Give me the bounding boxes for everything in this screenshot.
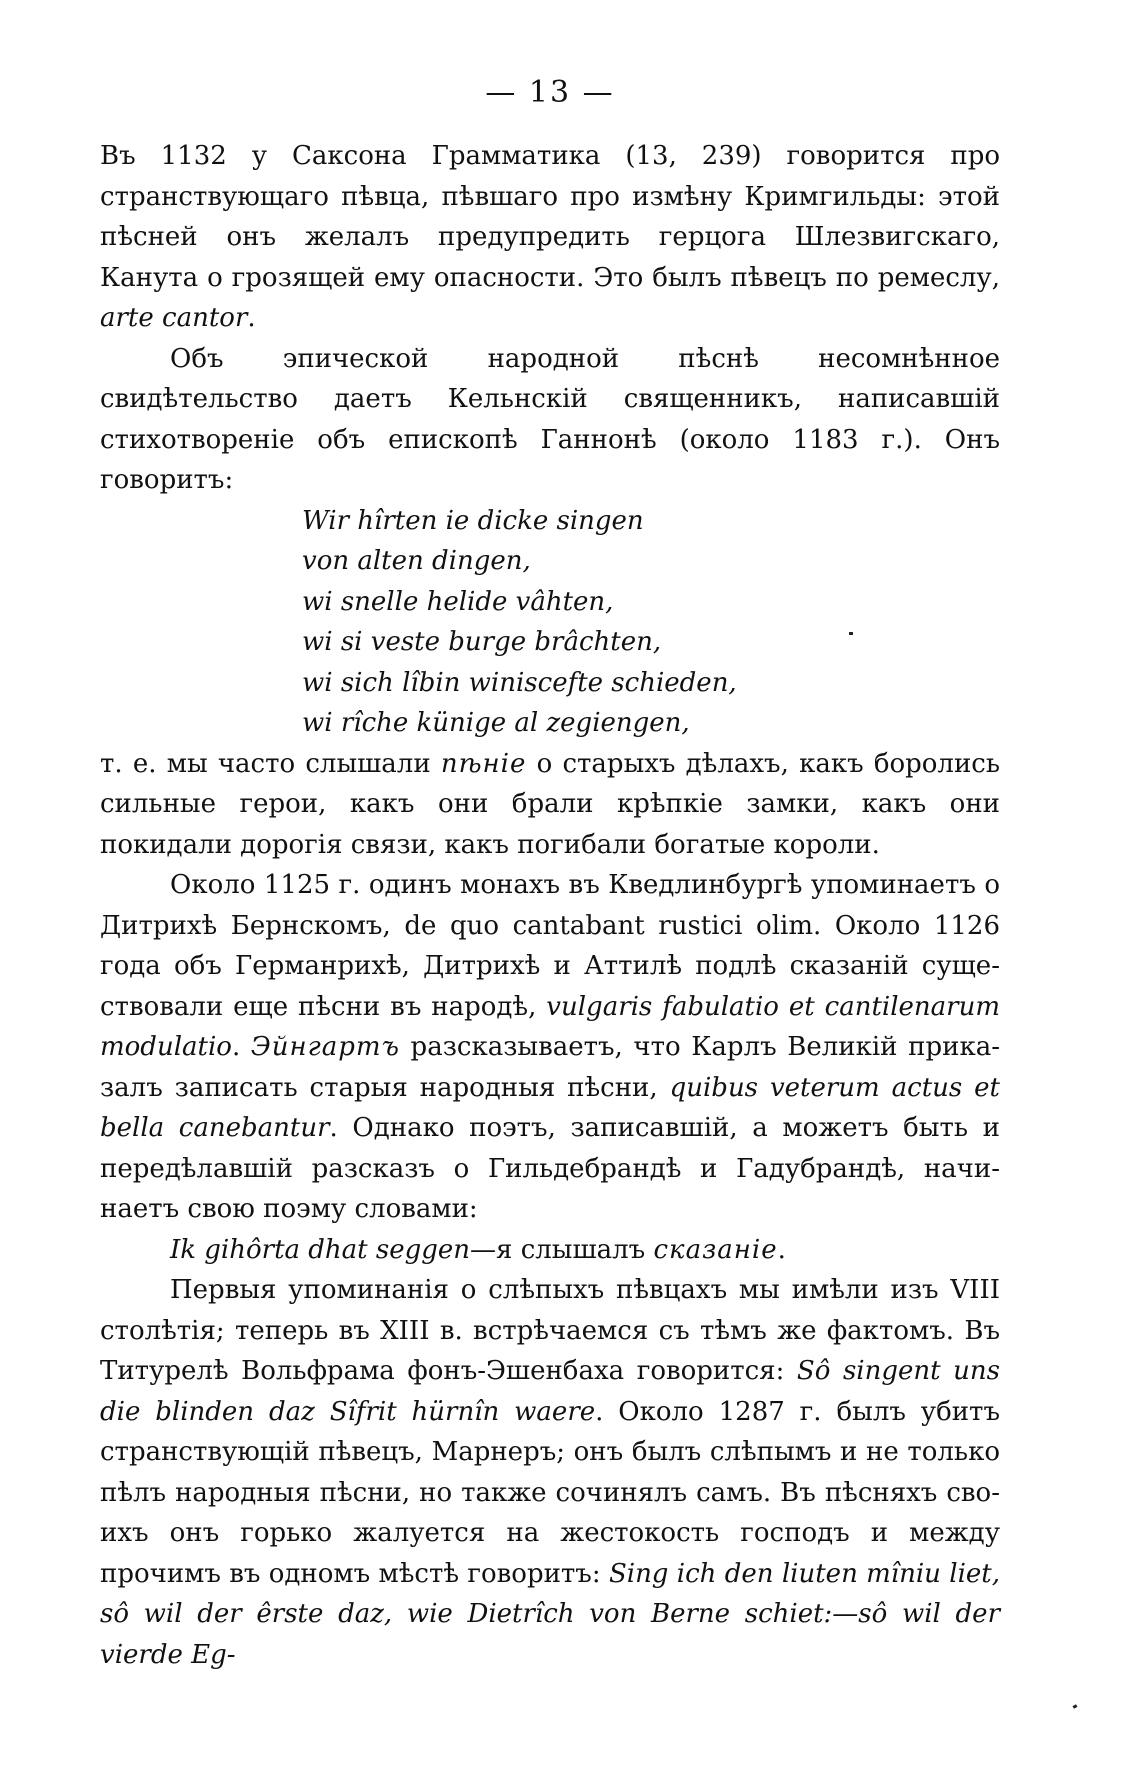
quote-translation: —я слышалъ	[470, 1234, 654, 1265]
paragraph-4-sep: .	[231, 1032, 251, 1062]
paragraph-5-mid: . Около 1287 г. былъ убитъ странствующій пѣвецъ, Марнеръ; онъ былъ слѣпымъ и не только пѣлъ народныя пѣсни, но также сочинялъ самъ. Въ пѣсняхъ своихъ онъ горько жалуется на жестокость господъ и между прочимъ въ одномъ мѣстѣ говоритъ:	[100, 1396, 1000, 1589]
emphasis-penie: пѣніе	[440, 748, 527, 779]
paragraph-5	[100, 1270, 1000, 1675]
middle-german-quote-1: Sô singent uns die blinden daz Sîfrit hürnîn waere	[100, 1356, 1000, 1427]
paragraph-1	[100, 136, 1000, 339]
latin-phrase-vulgaris: vulgaris fabulatio et cantilenarum modulatio	[100, 991, 1000, 1062]
book-page	[100, 75, 1000, 1675]
print-speck	[849, 632, 853, 635]
paragraph-3-end: о старыхъ дѣлахъ, какъ боролись сильные герои, какъ они брали крѣпкіе замки, какъ они покидали дорогія связи, какъ погибали богатые короли.	[100, 748, 1000, 860]
poem-line: wi sich lîbin winiscefte schieden,	[302, 667, 737, 698]
paragraph-4-end: . Однако поэтъ, записавшій, а можетъ быть и передѣлавшій разсказъ о Гильдебрандѣ и Гадубрандѣ, начинаетъ свою поэму словами:	[100, 1113, 1000, 1224]
emphasis-skazanie: сказаніе	[653, 1234, 778, 1265]
paragraph-2-text: Объ эпической народной пѣснѣ несомнѣнное свидѣтельство даетъ Кельнскій священникъ, написавшій стихотвореніе объ епископѣ Ганнонѣ (около 1183 г.). Онъ говоритъ:	[100, 343, 1000, 495]
paragraph-4	[100, 865, 1000, 1230]
emphasis-einhart: Эйнгартъ	[250, 1032, 400, 1062]
latin-phrase-quibus: quibus veterum actus et bella canebantur	[100, 1072, 1000, 1143]
poem-line: Wir hîrten ie dicke singen	[302, 505, 644, 536]
poem-line: wi rîche künige al zegiengen,	[302, 708, 690, 738]
paragraph-4-mid: разсказываетъ, что Карлъ Великій приказалъ записать старыя народныя пѣсни,	[100, 1032, 1001, 1103]
latin-phrase-arte-cantor: arte cantor	[100, 303, 248, 333]
page-number: — 13 —	[485, 75, 615, 110]
middle-german-quote-2: Sing ich den liuten mîniu liet, sô wil der êrste daz, wie Dietrîch von Berne schiet:—sô wil der vierde Eg-	[100, 1558, 1000, 1670]
poem-quotation	[302, 501, 1000, 744]
old-german-quote: Ik gihôrta dhat seggen	[170, 1234, 471, 1265]
poem-line: wi snelle helide vâhten,	[302, 586, 614, 617]
quote-line	[100, 1230, 1000, 1271]
paragraph-5-text: Первыя упоминанія о слѣпыхъ пѣвцахъ мы имѣли изъ VIII столѣтія; теперь въ XIII в. встрѣчаемся съ тѣмъ же фактомъ. Въ Титурелѣ Вольфрама фонъ-Эшенбаха говорится:	[100, 1275, 1000, 1386]
poem-line: wi si veste burge brâchten,	[302, 627, 662, 657]
paragraph-1-text: Въ 1132 у Саксона Грамматика (13, 239) говорится про странствующаго пѣвца, пѣвшаго про измѣну Кримгильды: этой пѣсней онъ желалъ предупредить герцога Шлезвигскаго, Канута о грозящей ему опасности. Это былъ пѣвецъ по ремеслу,	[100, 141, 1000, 293]
paragraph-2	[100, 339, 1000, 501]
poem-line: von alten dingen,	[302, 546, 531, 576]
quote-end: .	[777, 1234, 786, 1265]
paragraph-1-end: .	[247, 303, 256, 333]
paragraph-4-text: Около 1125 г. одинъ монахъ въ Кведлинбургѣ упоминаетъ о Дитрихѣ Бернскомъ, de quo cantabant rustici olim. Около 1126 года объ Германрихѣ, Дитрихѣ и Аттилѣ подлѣ сказаній существовали еще пѣсни въ народѣ,	[100, 870, 1000, 1022]
paragraph-3-text: т. е. мы часто слышали	[100, 748, 441, 779]
paragraph-3	[100, 744, 1000, 866]
print-speck	[1073, 1704, 1078, 1709]
